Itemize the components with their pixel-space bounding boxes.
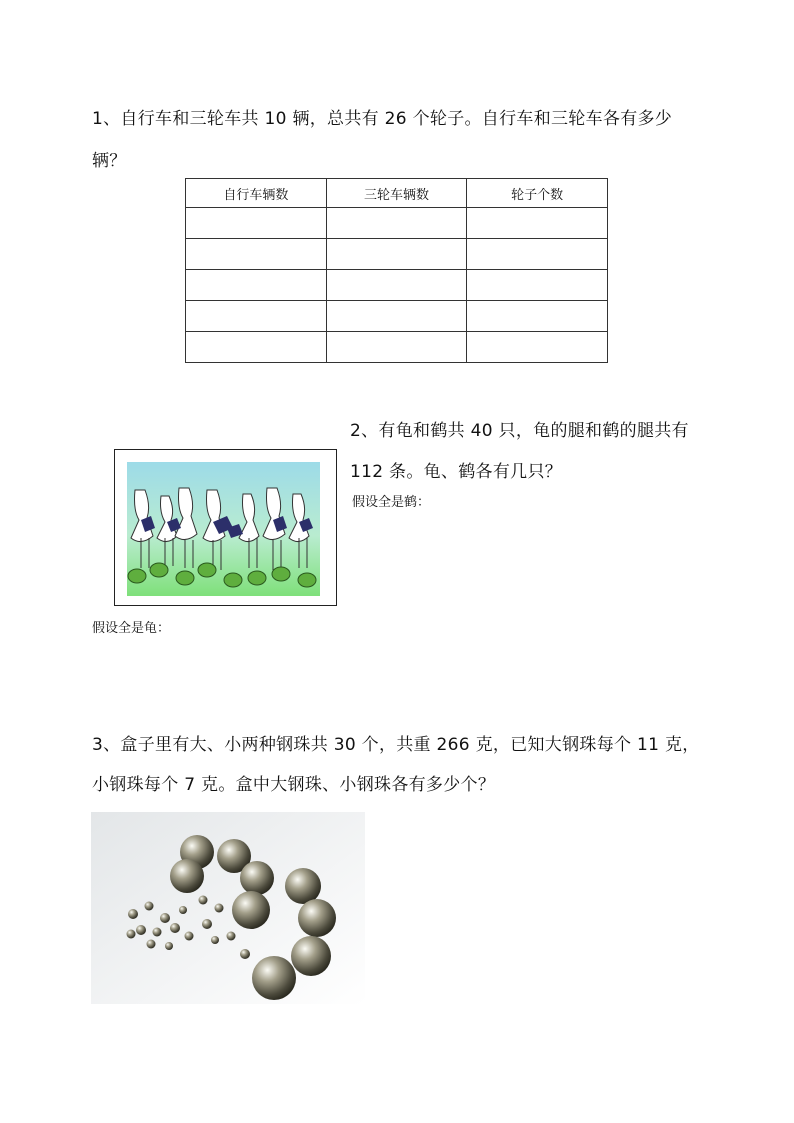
- table-header-wheels: 轮子个数: [467, 179, 608, 208]
- cranes-turtles-figure: [114, 449, 337, 606]
- table-row: [186, 332, 608, 363]
- table-cell[interactable]: [326, 301, 467, 332]
- table-cell[interactable]: [186, 301, 327, 332]
- table-row: [186, 208, 608, 239]
- table-cell[interactable]: [467, 208, 608, 239]
- cranes-and-turtles-illustration-icon: [115, 450, 336, 605]
- table-row: [186, 239, 608, 270]
- assume-all-cranes-label: 假设全是鹤：: [352, 495, 431, 510]
- table-row: [186, 301, 608, 332]
- assume-all-turtles-label: 假设全是龟：: [92, 621, 171, 636]
- table-cell[interactable]: [326, 270, 467, 301]
- table-cell[interactable]: [326, 208, 467, 239]
- steel-balls-figure: [91, 812, 365, 1004]
- table-cell[interactable]: [186, 332, 327, 363]
- table-cell[interactable]: [326, 239, 467, 270]
- table-cell[interactable]: [186, 239, 327, 270]
- table-cell[interactable]: [467, 332, 608, 363]
- table-cell[interactable]: [467, 301, 608, 332]
- q1-text-line1: 1、自行车和三轮车共 10 辆，总共有 26 个轮子。自行车和三轮车各有多少: [92, 109, 673, 129]
- table-header-tricycles: 三轮车辆数: [326, 179, 467, 208]
- table-cell[interactable]: [186, 208, 327, 239]
- q3-text-line2: 小钢珠每个 7 克。盒中大钢珠、小钢珠各有多少个？: [92, 775, 496, 795]
- table-cell[interactable]: [467, 270, 608, 301]
- steel-balls-photo-icon: [91, 812, 365, 1004]
- table-cell[interactable]: [326, 332, 467, 363]
- table-header-bicycles: 自行车辆数: [186, 179, 327, 208]
- table-header-row: [186, 179, 608, 208]
- table-cell[interactable]: [186, 270, 327, 301]
- q3-text-line1: 3、盒子里有大、小两种钢珠共 30 个，共重 266 克，已知大钢珠每个 11 克，: [92, 735, 700, 755]
- q2-text-line2: 112 条。龟、鹤各有几只？: [350, 462, 563, 482]
- q1-text-line2: 辆？: [92, 151, 127, 171]
- q2-text-line1: 2、有龟和鹤共 40 只，龟的腿和鹤的腿共有: [350, 421, 689, 441]
- table-cell[interactable]: [467, 239, 608, 270]
- table-row: [186, 270, 608, 301]
- q1-answer-table: [185, 178, 608, 363]
